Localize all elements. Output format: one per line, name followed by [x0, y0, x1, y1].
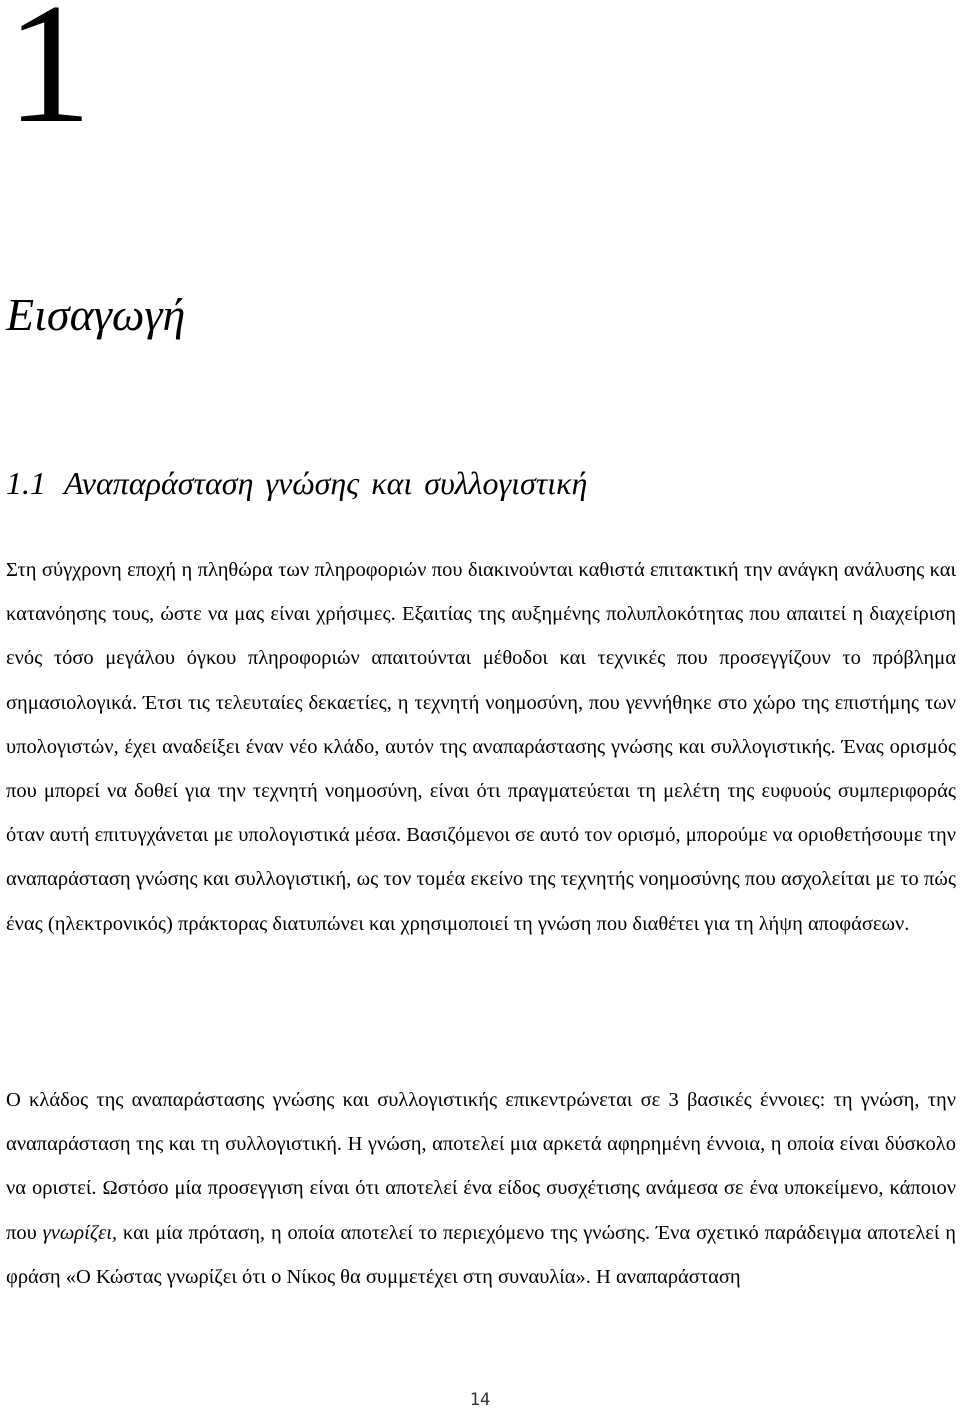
chapter-title: Εισαγωγή [6, 289, 186, 340]
paragraph-2-text-start: Ο κλάδος της αναπαράστασης γνώσης και συλλογιστικής επικεντρώνεται σε 3 βασικές έννοιες: τη γνώση, την αναπαράσταση της και τη συλλογιστική. Η γνώση, αποτελεί μια αρκετά αφηρημένη έννοια, η οποία είναι δύσκολο να οριστεί. Ωστόσο μία προσεγγιση είναι ότι αποτελεί ένα είδος συσχέτισης ανάμεσα σε ένα υποκείμενο, κάποιον που [6, 1089, 956, 1244]
page-number: 14 [469, 1390, 491, 1410]
section-number: 1.1 [6, 465, 46, 501]
paragraph-1: Στη σύγχρονη εποχή η πληθώρα των πληροφοριών που διακινούνται καθιστά επιτακτική την ανάγκη ανάλυσης και κατανόησης τους, ώστε να μας είναι χρήσιμες. Εξαιτίας της αυξημένης πολυπλοκότητας που απαιτεί η διαχείριση ενός τόσο μεγάλου όγκου πληροφοριών απαιτούνται μέθοδοι και τεχνικές που προσεγγίζουν το πρόβλημα σημασιολογικά. Έτσι τις τελευταίες δεκαετίες, η τεχνητή νοημοσύνη, που γεννήθηκε στο χώρο της επιστήμης των υπολογιστών, έχει αναδείξει έναν νέο κλάδο, αυτόν της αναπαράστασης γνώσης και συλλογιστικής. Ένας ορισμός που μπορεί να δοθεί για την τεχνητή νοημοσύνη, είναι ότι πραγματεύεται τη μελέτη της ευφυούς συμπεριφοράς όταν αυτή επιτυγχάνεται με υπολογιστικά μέσα. Βασιζόμενοι σε αυτό τον ορισμό, μπορούμε να οριοθετήσουμε την αναπαράσταση γνώσης και συλλογιστική, ως τον τομέα εκείνο της τεχνητής νοημοσύνης που ασχολείται με το πώς ένας (ηλεκτρονικός) πράκτορας διατυπώνει και χρησιμοποιεί τη γνώση που διαθέτει για τη λήψη αποφάσεων. [6, 559, 956, 935]
paragraph-2-italic-word: γνωρίζει, [42, 1221, 118, 1244]
paragraph-2-text-end: και μία πρόταση, η οποία αποτελεί το περιεχόμενο της γνώσης. Ένα σχετικό παράδειγμα αποτελεί η φράση «Ο Κώστας γνωρίζει ότι ο Νίκος θα συμμετέχει στη συναυλία». Η αναπαράσταση [6, 1221, 956, 1288]
section-heading [6, 467, 587, 499]
chapter-number: 1 [6, 0, 92, 159]
paragraph-2 [6, 1078, 956, 1299]
section-title: Αναπαράσταση γνώσης και συλλογιστική [64, 465, 588, 501]
